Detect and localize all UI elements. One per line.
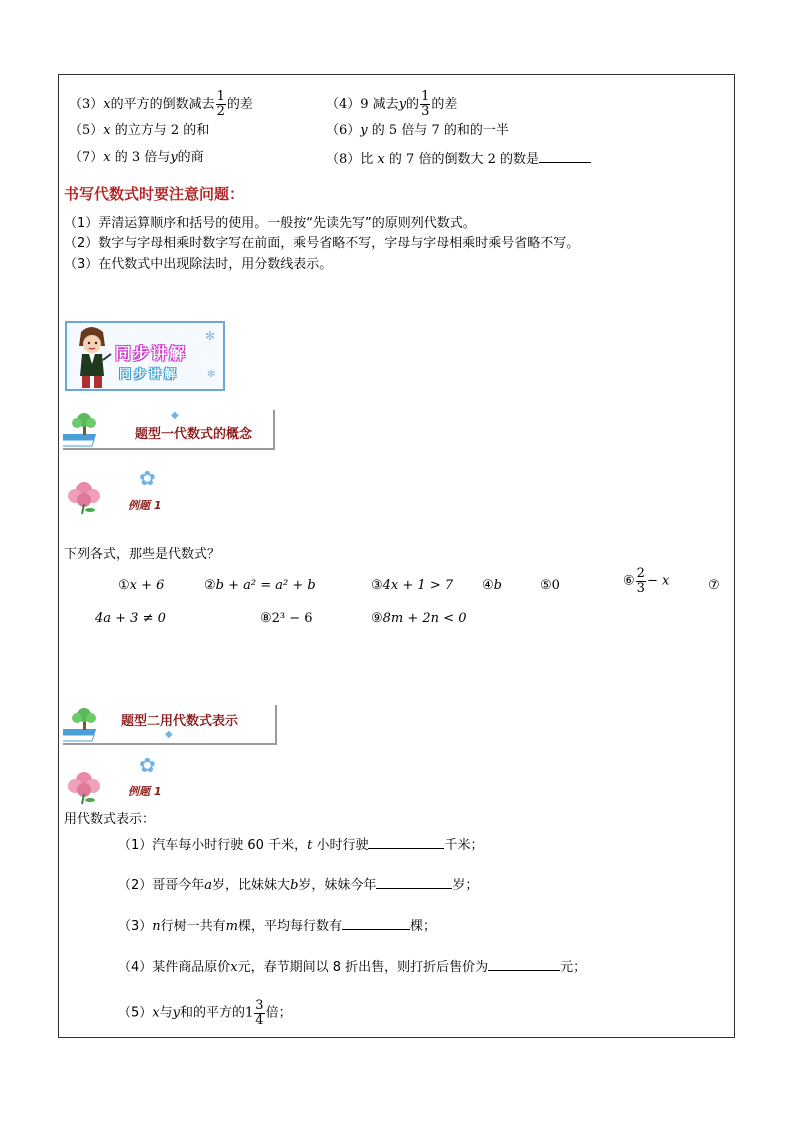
variable: a	[204, 878, 213, 893]
note-item-3: （3）在代数式中出现除法时，用分数线表示。	[64, 257, 333, 272]
exercise-7-tail: 的商	[177, 150, 204, 165]
fraction-denominator: 4	[255, 1013, 264, 1028]
example-label: 例题 1	[128, 785, 162, 798]
expression-3	[371, 578, 453, 594]
expression: 4x + 1 > 7	[382, 578, 454, 593]
problem-3	[118, 917, 436, 935]
fraction-numerator: 3	[255, 998, 264, 1013]
expression: b + a² = a² + b	[215, 578, 316, 593]
problem-text: 岁；	[452, 878, 479, 893]
teacher-cartoon-icon	[69, 324, 113, 390]
expression-6	[623, 567, 669, 596]
answer-blank[interactable]	[368, 836, 444, 849]
expression-7-number: ⑦	[708, 578, 720, 593]
example-label: 例题 1	[128, 499, 162, 512]
section-2-title: 题型二用代数式表示	[121, 714, 239, 729]
problem-5	[118, 999, 292, 1028]
exercise-8-text: 的 7 倍的倒数大 2 的数是	[388, 152, 539, 167]
exercise-3-var: x	[103, 97, 111, 112]
problem-text: 行树一共有	[160, 919, 226, 934]
section-2-prompt: 用代数式表示：	[64, 812, 156, 827]
exercise-6-var: y	[360, 123, 368, 138]
book-tree-icon	[63, 410, 117, 450]
fraction-denominator: 2	[216, 104, 225, 119]
exercise-7	[69, 150, 204, 166]
item-number: ②	[204, 578, 216, 593]
section-1-title: 题型一代数式的概念	[135, 427, 253, 442]
fraction	[254, 999, 264, 1028]
problem-text: 和的平方的	[180, 1005, 246, 1021]
problem-text: （2）哥哥今年	[118, 878, 205, 893]
problem-text: （4）某件商品原价	[118, 960, 231, 975]
item-number: ⑥	[623, 573, 635, 589]
variable: b	[290, 878, 299, 893]
problem-text: 千米；	[444, 838, 484, 853]
problem-text: （1）汽车每小时行驶 60 千米，	[118, 838, 308, 853]
exercise-4-var: y	[398, 97, 407, 112]
answer-blank[interactable]	[342, 917, 410, 930]
variable: y	[172, 1005, 180, 1021]
problem-text: 棵；	[410, 919, 437, 934]
variable: x	[152, 1005, 160, 1021]
exercise-7-text: 的 3 倍与	[114, 150, 171, 165]
exercise-3-label: （3）	[69, 97, 104, 112]
notes-heading: 书写代数式时要注意问题：	[64, 185, 245, 203]
expression: b	[493, 578, 502, 593]
sync-lecture-title: 同步讲解	[115, 344, 188, 363]
item-number: ⑤	[540, 578, 552, 593]
expression-4	[482, 578, 502, 594]
exercise-3	[69, 90, 253, 119]
item-number: ⑧	[260, 611, 272, 626]
problem-2	[118, 876, 478, 894]
exercise-6-label: （6）	[326, 123, 361, 138]
answer-blank[interactable]	[539, 150, 591, 163]
snowflake-icon: ✻	[207, 369, 216, 380]
variable: m	[225, 919, 238, 934]
variable: n	[152, 919, 161, 934]
expression-8	[260, 611, 313, 627]
item-number: ④	[482, 578, 494, 593]
flower-icon	[64, 766, 104, 806]
expression: x + 6	[129, 578, 165, 593]
fraction-numerator: 1	[216, 89, 225, 104]
note-item-2: （2）数字与字母相乘时数字写在前面，乘号省略不写，字母与字母相乘时乘号省略不写。	[64, 236, 580, 251]
expression: 4a + 3 ≠ 0	[95, 611, 166, 626]
mixed-number-whole: 1	[245, 1005, 254, 1021]
variable: t	[307, 838, 313, 853]
problem-text: 与	[159, 1005, 173, 1021]
exercise-4-text: 的	[406, 97, 420, 112]
item-number: ③	[371, 578, 383, 593]
exercise-7-var2: y	[170, 150, 178, 165]
fraction-denominator: 3	[636, 581, 645, 596]
section-1-prompt: 下列各式，那些是代数式？	[64, 547, 221, 562]
problem-text: （3）	[118, 919, 153, 934]
exercise-3-text: 的平方的倒数减去	[110, 97, 215, 112]
problem-text: 元；	[560, 960, 587, 975]
snowflake-icon: ✻	[205, 329, 216, 343]
exercise-4	[326, 90, 457, 119]
expression-1	[118, 578, 164, 594]
exercise-8-var: x	[377, 152, 385, 167]
exercise-3-tail: 的差	[226, 97, 253, 112]
droplet-icon: ◆	[165, 729, 173, 740]
expression: 8m + 2n < 0	[382, 611, 467, 626]
item-number: ①	[118, 578, 130, 593]
sync-lecture-subtitle: 同步讲解	[119, 367, 180, 381]
exercise-7-label: （7）	[69, 150, 104, 165]
snowflake-icon: ✿	[139, 466, 156, 490]
problem-text: 小时行驶	[316, 838, 369, 853]
variable: x	[230, 960, 238, 975]
fraction	[216, 90, 226, 119]
sync-lecture-tile	[65, 321, 225, 391]
problem-text: 岁，妹妹今年	[298, 878, 377, 893]
note-item-1: （1）弄清运算顺序和括号的使用。一般按“先读先写”的原则列代数式。	[64, 216, 476, 231]
problem-text: 倍；	[265, 1005, 292, 1021]
expression-2	[204, 578, 316, 594]
expression-7	[95, 611, 166, 627]
section-banner-2	[63, 705, 277, 745]
section-banner-1	[63, 410, 275, 450]
problem-1	[118, 836, 483, 854]
flower-icon	[64, 476, 104, 516]
book-tree-icon	[63, 705, 117, 745]
fraction-numerator: 1	[421, 89, 430, 104]
exercise-8	[326, 150, 591, 168]
snowflake-icon: ✿	[139, 753, 156, 777]
problem-4	[118, 958, 586, 976]
expression: 0	[551, 578, 560, 593]
exercise-5-label: （5）	[69, 123, 104, 138]
expression-9	[371, 611, 466, 627]
expression: 2³ − 6	[271, 611, 313, 626]
exercise-6	[326, 123, 509, 139]
exercise-5-var: x	[103, 123, 111, 138]
exercise-4-tail: 的差	[431, 97, 458, 112]
exercise-8-label: （8）比	[326, 152, 374, 167]
item-number: ⑨	[371, 611, 383, 626]
expression-5	[540, 578, 560, 594]
exercise-6-text: 的 5 倍与 7 的和的一半	[371, 123, 509, 138]
problem-text: 元，春节期间以 8 折出售，则打折后售价为	[237, 960, 489, 975]
problem-text: 岁，比妹妹大	[212, 878, 291, 893]
exercise-4-label: （4）9 减去	[326, 97, 399, 112]
problem-text: （5）	[118, 1005, 153, 1021]
fraction-denominator: 3	[421, 104, 430, 119]
problem-text: 棵，平均每行数有	[238, 919, 343, 934]
exercise-7-var: x	[103, 150, 111, 165]
expression: − x	[646, 573, 670, 589]
answer-blank[interactable]	[488, 958, 560, 971]
droplet-icon: ◆	[171, 410, 179, 421]
exercise-5	[69, 123, 209, 139]
fraction-numerator: 2	[636, 566, 645, 581]
fraction	[636, 567, 646, 596]
answer-blank[interactable]	[376, 876, 452, 889]
fraction	[420, 90, 430, 119]
exercise-5-text: 的立方与 2 的和	[114, 123, 210, 138]
